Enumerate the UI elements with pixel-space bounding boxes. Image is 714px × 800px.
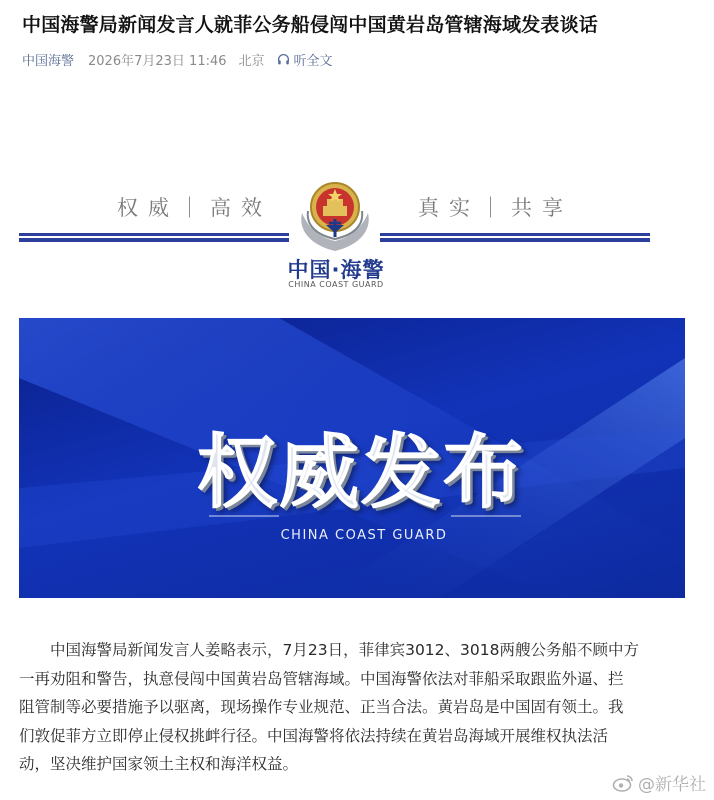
slogan-left: 权威｜高效 xyxy=(117,196,272,220)
brand-name-cn: 中国·海警 xyxy=(287,258,385,282)
brand-name-en: CHINA COAST GUARD xyxy=(288,280,384,289)
publish-time: 2026年7月23日 11:46 xyxy=(88,53,227,69)
stripe-left xyxy=(19,233,289,242)
hero-subtitle: CHINA COAST GUARD xyxy=(280,528,448,543)
article-title: 中国海警局新闻发言人就菲公务船侵闯中国黄岩岛管辖海域发表谈话 xyxy=(22,14,599,36)
source-link[interactable]: 中国海警 xyxy=(22,53,75,69)
cover-banner xyxy=(0,160,714,300)
listen-button[interactable] xyxy=(277,50,333,69)
body-line: 中国海警局新闻发言人姜略表示，7月23日，菲律宾3012、3018两艘公务船不顾中方 xyxy=(50,641,639,659)
hero-title: 权威发布 xyxy=(197,426,525,519)
coast-guard-emblem-icon xyxy=(292,175,378,255)
publish-location: 北京 xyxy=(238,53,265,69)
body-line: 阻管制等必要措施予以驱离，现场操作专业规范、正当合法。黄岩岛是中国固有领土。我 xyxy=(19,698,624,716)
listen-label: 听全文 xyxy=(293,53,333,69)
weibo-icon xyxy=(612,774,634,792)
article-body xyxy=(19,636,691,779)
watermark-text: @新华社 xyxy=(638,775,706,795)
body-line: 们敦促菲方立即停止侵权挑衅行径。中国海警将依法持续在黄岩岛海域开展维权执法活 xyxy=(19,726,609,745)
stripe-right xyxy=(380,233,650,242)
body-line: 动，坚决维护国家领土主权和海洋权益。 xyxy=(19,755,299,773)
watermark xyxy=(612,770,706,795)
headphones-icon xyxy=(277,53,290,66)
hero-image xyxy=(19,318,685,598)
article-meta xyxy=(22,50,333,68)
body-line: 一再劝阻和警告，执意侵闯中国黄岩岛管辖海域。中国海警依法对菲船采取跟监外逼、拦 xyxy=(19,669,624,688)
slogan-right: 真实｜共享 xyxy=(418,196,573,220)
